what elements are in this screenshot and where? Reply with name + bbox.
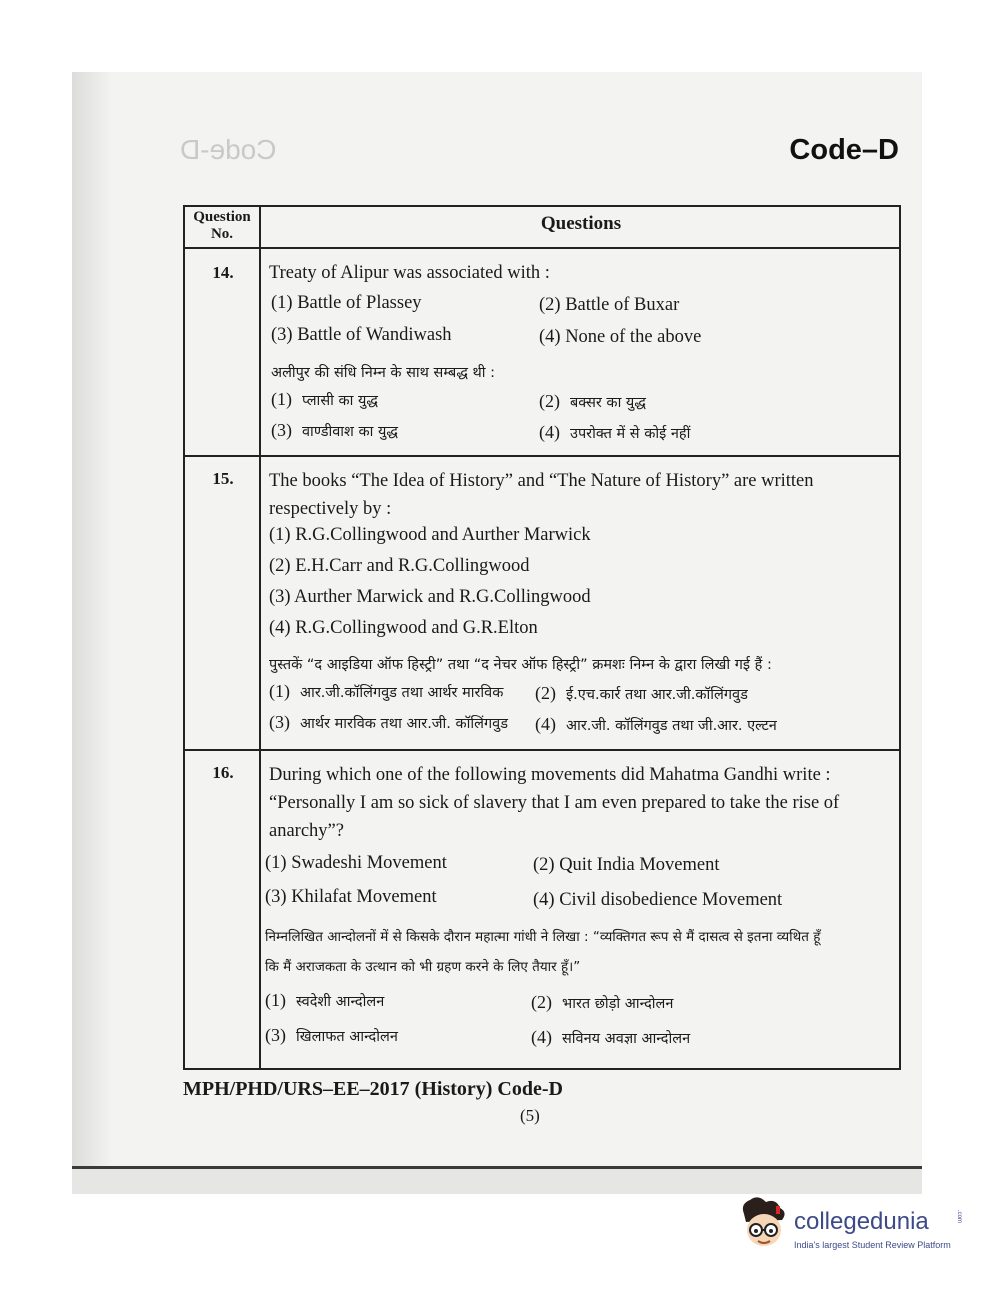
row-divider-15-16: [185, 749, 899, 751]
option-hi: (4) सविनय अवज्ञा आन्दोलन: [531, 1027, 691, 1047]
question-text-hi: निम्नलिखित आन्दोलनों में से किसके दौरान महात्मा गांधी ने लिखा : “व्यक्तिगत रूप से मैं दासत्व से इतना व्यथित हूँ: [265, 929, 821, 945]
header-divider: [185, 247, 899, 249]
option-hi: (1) स्वदेशी आन्दोलन: [265, 990, 385, 1010]
option-en: (4) Civil disobedience Movement: [533, 890, 783, 910]
page-number: (5): [520, 1106, 540, 1125]
row-divider-14-15: [185, 455, 899, 457]
option-hi: (1) प्लासी का युद्ध: [271, 389, 378, 409]
question-number: 15.: [212, 469, 234, 488]
ghost-code-bleedthrough: Code-D: [180, 134, 277, 165]
option-hi: (3) खिलाफत आन्दोलन: [265, 1025, 398, 1045]
option-en: (1) Swadeshi Movement: [265, 853, 447, 873]
question-table: [183, 205, 901, 1070]
option-en: (3) Aurther Marwick and R.G.Collingwood: [269, 587, 591, 607]
option-en: (2) Quit India Movement: [533, 855, 720, 875]
question-text-en: During which one of the following movements did Mahatma Gandhi write : “Personally I am so sick of slavery that I am even prepared to take the rise of anarchy”?: [269, 765, 840, 841]
option-hi: (2) ई.एच.कार्र तथा आर.जी.कॉलिंगवुड: [535, 683, 748, 703]
watermark-domain: .com: [956, 1210, 962, 1224]
option-hi: (1) आर.जी.कॉलिंगवुड तथा आर्थर मारविक: [269, 681, 504, 701]
question-text-hi: कि मैं अराजकता के उत्थान को भी ग्रहण करने के लिए तैयार हूँ।”: [265, 959, 581, 975]
exam-footer: MPH/PHD/URS–EE–2017 (History) Code-D: [183, 1078, 563, 1100]
watermark-brand: collegedunia: [794, 1208, 929, 1235]
collegedunia-watermark: [736, 1196, 966, 1262]
column-divider: [259, 207, 261, 1068]
question-number: 14.: [212, 263, 234, 282]
option-hi: (4) आर.जी. कॉलिंगवुड तथा जी.आर. एल्टन: [535, 714, 777, 734]
question-no-header: Question No.: [193, 209, 251, 242]
watermark-tagline: India's largest Student Review Platform: [794, 1240, 951, 1250]
code-label: Code–D: [789, 134, 899, 166]
option-en: (3) Battle of Wandiwash: [271, 325, 452, 345]
option-en: (1) Battle of Plassey: [271, 293, 422, 313]
page-binding-shadow: [72, 72, 112, 1194]
question-text-hi: पुस्तकें “द आइडिया ऑफ हिस्ट्री” तथा “द नेचर ऑफ हिस्ट्री” क्रमशः निम्न के द्वारा लिखी गई हैं :: [269, 657, 772, 673]
question-text-en: The books “The Idea of History” and “The Nature of History” are written respectively by :: [269, 471, 814, 519]
option-en: (1) R.G.Collingwood and Aurther Marwick: [269, 525, 591, 545]
mascot-icon: [736, 1196, 792, 1256]
question-text-hi: अलीपुर की संधि निम्न के साथ सम्बद्ध थी :: [271, 365, 496, 381]
option-en: (4) R.G.Collingwood and G.R.Elton: [269, 618, 538, 638]
option-en: (3) Khilafat Movement: [265, 887, 437, 907]
option-hi: (4) उपरोक्त में से कोई नहीं: [539, 422, 691, 442]
option-hi: (3) आर्थर मारविक तथा आर.जी. कॉलिंगवुड: [269, 712, 508, 732]
question-number: 16.: [212, 763, 234, 782]
option-hi: (3) वाण्डीवाश का युद्ध: [271, 420, 399, 440]
option-en: (2) E.H.Carr and R.G.Collingwood: [269, 556, 530, 576]
option-hi: (2) बक्सर का युद्ध: [539, 391, 646, 411]
questions-header: Questions: [540, 213, 622, 234]
question-text-en: Treaty of Alipur was associated with :: [269, 263, 550, 283]
option-en: (2) Battle of Buxar: [539, 295, 680, 315]
page-bottom-shadow: [72, 1169, 922, 1194]
option-hi: (2) भारत छोड़ो आन्दोलन: [531, 992, 674, 1012]
option-en: (4) None of the above: [539, 327, 702, 347]
